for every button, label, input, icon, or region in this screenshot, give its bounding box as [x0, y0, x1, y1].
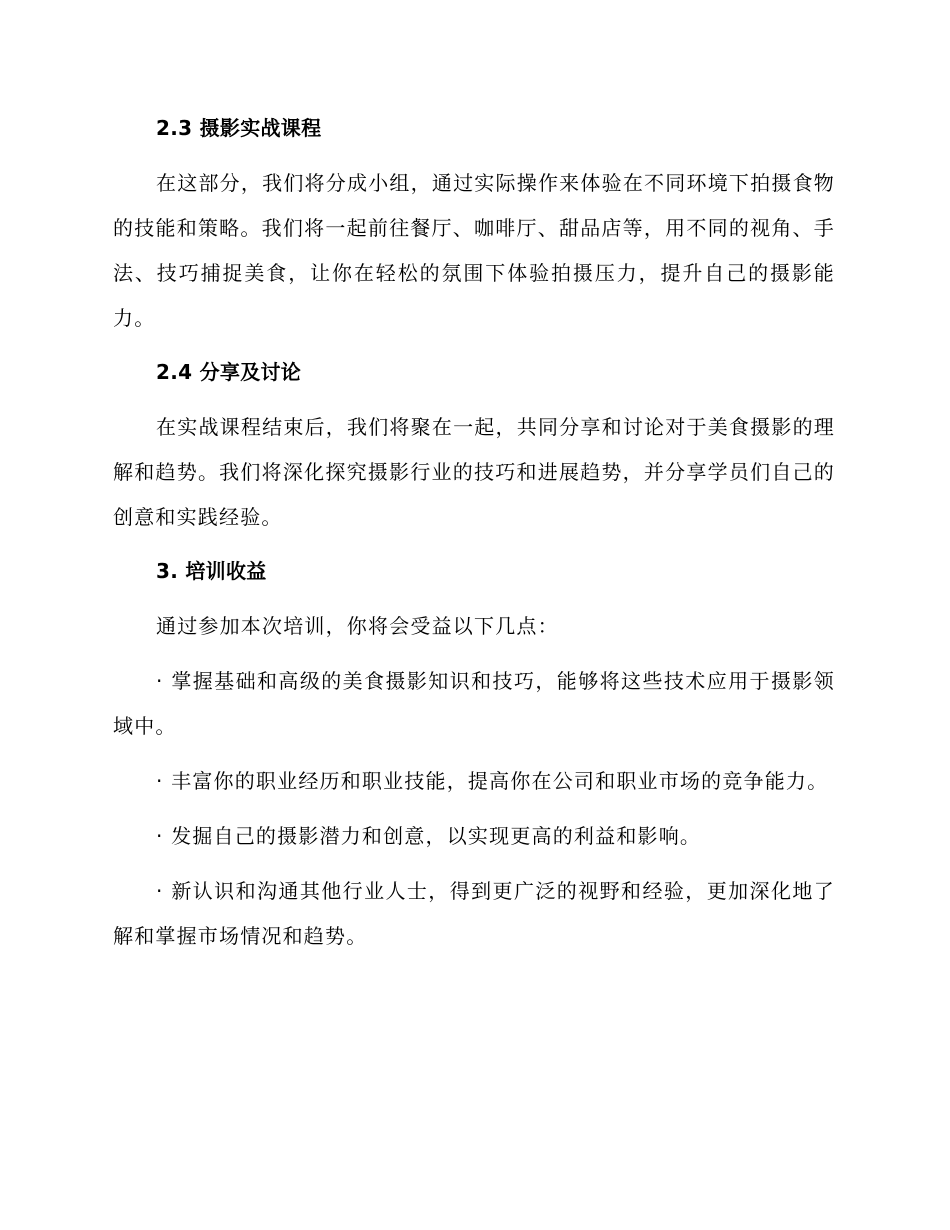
- section-heading-2-3: 2.3 摄影实战课程: [156, 116, 322, 140]
- section-paragraph-2-4: 在实战课程结束后，我们将聚在一起，共同分享和讨论对于美食摄影的理解和趋势。我们将深化探究摄影行业的技巧和进展趋势，并分享学员们自己的创意和实践经验。: [113, 415, 835, 529]
- document-body: [113, 112, 835, 959]
- benefit-bullet-2: · 丰富你的职业经历和职业技能，提高你在公司和职业市场的竞争能力。: [156, 769, 829, 793]
- section-paragraph-2-3: 在这部分，我们将分成小组，通过实际操作来体验在不同环境下拍摄食物的技能和策略。我们将一起前往餐厅、咖啡厅、甜品店等，用不同的视角、手法、技巧捕捉美食，让你在轻松的氛围下体验拍摄压力，提升自己的摄影能力。: [113, 171, 835, 330]
- benefit-bullet-1: · 掌握基础和高级的美食摄影知识和技巧，能够将这些技术应用于摄影领域中。: [113, 669, 835, 738]
- section-heading-3: 3. 培训收益: [156, 559, 267, 583]
- benefit-bullet-3: · 发掘自己的摄影潜力和创意，以实现更高的利益和影响。: [156, 824, 702, 848]
- section-heading-2-4: 2.4 分享及讨论: [156, 360, 302, 384]
- benefits-intro: 通过参加本次培训，你将会受益以下几点：: [156, 614, 559, 638]
- benefit-bullet-4: · 新认识和沟通其他行业人士，得到更广泛的视野和经验，更加深化地了解和掌握市场情况和趋势。: [113, 879, 835, 948]
